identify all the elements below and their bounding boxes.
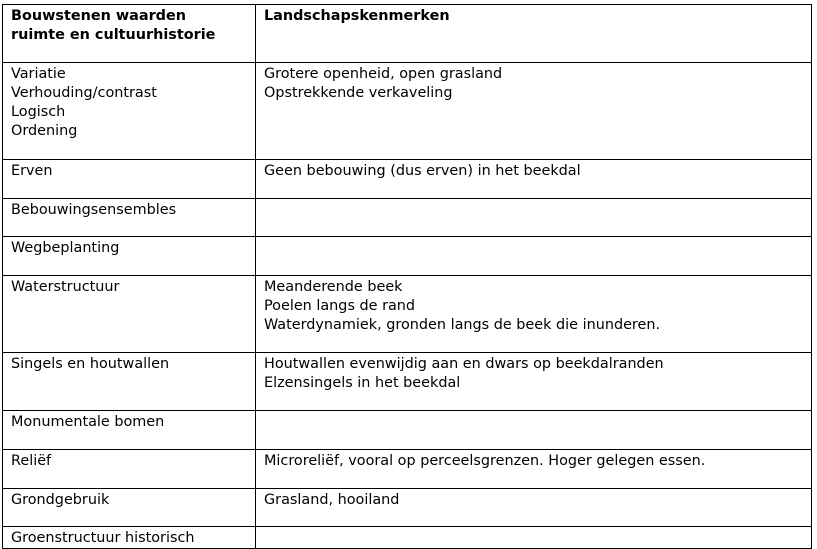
table-row bbox=[3, 411, 812, 450]
cell-text: Opstrekkende verkaveling bbox=[264, 85, 453, 101]
row-value-cell bbox=[256, 411, 812, 450]
header-text: ruimte en cultuurhistorie bbox=[11, 27, 216, 43]
cell-text: Grotere openheid, open grasland bbox=[264, 66, 503, 82]
cell-text: Variatie bbox=[11, 66, 66, 82]
cell-text: Verhouding/contrast bbox=[11, 85, 157, 101]
row-value-cell bbox=[256, 160, 812, 199]
cell-text: Singels en houtwallen bbox=[11, 356, 170, 372]
cell-text: Poelen langs de rand bbox=[264, 298, 416, 314]
row-value-cell bbox=[256, 199, 812, 237]
header-cell-landscape-features bbox=[256, 5, 812, 63]
cell-text: Grondgebruik bbox=[11, 492, 110, 508]
header-text: Bouwstenen waarden bbox=[11, 8, 186, 24]
table-row bbox=[3, 63, 812, 160]
cell-text: Meanderende beek bbox=[264, 279, 403, 295]
landscape-table bbox=[2, 4, 812, 549]
table-row bbox=[3, 353, 812, 411]
cell-text: Elzensingels in het beekdal bbox=[264, 375, 461, 391]
cell-text: Erven bbox=[11, 163, 53, 179]
cell-text: Grasland, hooiland bbox=[264, 492, 400, 508]
cell-text: Monumentale bomen bbox=[11, 414, 165, 430]
row-value-cell bbox=[256, 527, 812, 549]
cell-text: Waterdynamiek, gronden langs de beek die inunderen. bbox=[264, 317, 661, 333]
cell-text: Reliëf bbox=[11, 453, 52, 469]
row-label-cell bbox=[3, 353, 256, 411]
cell-text: Microreliëf, vooral op perceelsgrenzen. Hoger gelegen essen. bbox=[264, 453, 706, 469]
table-row bbox=[3, 276, 812, 353]
row-label-cell bbox=[3, 63, 256, 160]
row-value-cell bbox=[256, 450, 812, 489]
table-row bbox=[3, 527, 812, 549]
cell-text: Logisch bbox=[11, 104, 66, 120]
cell-text: Wegbeplanting bbox=[11, 240, 120, 256]
cell-text: Ordening bbox=[11, 123, 78, 139]
table-row bbox=[3, 199, 812, 237]
cell-text: Bebouwingsensembles bbox=[11, 202, 177, 218]
row-label-cell bbox=[3, 450, 256, 489]
table-row bbox=[3, 450, 812, 489]
row-label-cell bbox=[3, 276, 256, 353]
table-row bbox=[3, 489, 812, 527]
row-value-cell bbox=[256, 237, 812, 276]
header-text: Landschapskenmerken bbox=[264, 8, 450, 24]
row-value-cell bbox=[256, 353, 812, 411]
row-label-cell bbox=[3, 237, 256, 276]
row-label-cell bbox=[3, 489, 256, 527]
row-label-cell bbox=[3, 199, 256, 237]
row-value-cell bbox=[256, 63, 812, 160]
table-row bbox=[3, 160, 812, 199]
header-cell-building-blocks bbox=[3, 5, 256, 63]
cell-text: Geen bebouwing (dus erven) in het beekdal bbox=[264, 163, 581, 179]
cell-text: Groenstructuur historisch bbox=[11, 530, 195, 546]
table-header-row bbox=[3, 5, 812, 63]
table-row bbox=[3, 237, 812, 276]
row-label-cell bbox=[3, 160, 256, 199]
cell-text: Waterstructuur bbox=[11, 279, 120, 295]
row-label-cell bbox=[3, 527, 256, 549]
row-label-cell bbox=[3, 411, 256, 450]
cell-text: Houtwallen evenwijdig aan en dwars op beekdalranden bbox=[264, 356, 664, 372]
row-value-cell bbox=[256, 489, 812, 527]
row-value-cell bbox=[256, 276, 812, 353]
